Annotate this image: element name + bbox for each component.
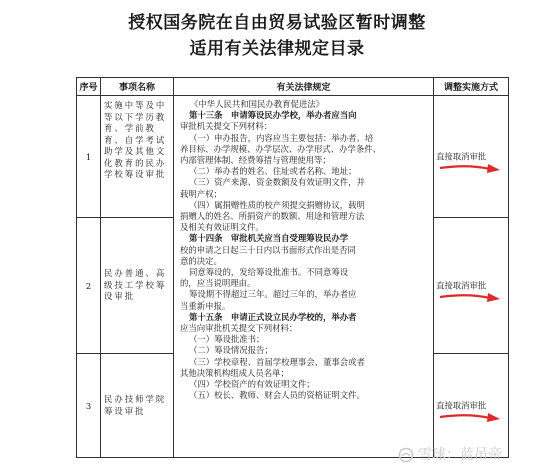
law-line: （二）举办者的姓名、住址或者名称、地址； <box>189 166 357 177</box>
law-line: （三）资产来源、资金数额及有效证明文件，并 <box>189 177 365 188</box>
table-row <box>77 96 509 218</box>
watermark-text: 雪球：蓝吊帝 <box>418 447 502 463</box>
header-adjustment-method: 调整实施方式 <box>434 78 509 96</box>
law-line: 第十五条 申请正式设立民办学校的，举办者 <box>189 311 357 322</box>
action-label: 直接取消审批 <box>436 279 487 290</box>
law-line: 第十三条 申请筹设民办学校，举办者应当向 <box>189 110 357 121</box>
law-line: 应当向审批机关提交下列材料： <box>180 323 298 334</box>
header-law-provisions: 有关法律规定 <box>174 78 434 96</box>
row-item-name: 民办技师学院筹设审批 <box>101 354 174 458</box>
row-index: 3 <box>77 354 101 458</box>
snowball-icon <box>398 447 414 463</box>
law-line: 筹设期不得超过三年。超过三年的，举办者应 <box>189 289 357 300</box>
header-index: 序号 <box>77 78 101 96</box>
row-adjustment-method <box>434 96 509 218</box>
law-line: 同意筹设的，发给筹设批准书。不同意筹设 <box>189 267 349 278</box>
table-header-row <box>77 78 509 96</box>
law-line: 的，应当说明理由。 <box>180 278 256 289</box>
law-line: 审批机关提交下列材料： <box>180 121 273 132</box>
red-arrow-icon <box>438 410 504 424</box>
law-adjustment-table <box>76 77 509 458</box>
row-index: 1 <box>77 96 101 218</box>
action-label: 直接取消审批 <box>436 150 487 161</box>
law-line: 载明产权； <box>180 188 222 199</box>
law-line: （一）筹设批准书； <box>189 334 265 345</box>
red-arrow-icon <box>438 290 504 304</box>
document-title-line1: 授权国务院在自由贸易试验区暂时调整 <box>128 13 426 33</box>
law-line: （五）校长、教师、财会人员的资格证明文件。 <box>189 390 365 401</box>
law-line: 当重新申报。 <box>180 300 231 311</box>
law-line: （一）申办报告，内容应当主要包括：举办者、培 <box>189 132 374 143</box>
law-line: 《中华人民共和国民办教育促进法》 <box>190 99 324 109</box>
law-line: （三）学校章程、首届学校理事会、董事会或者 <box>189 356 365 367</box>
row-item-name: 实施中等及中等以下学历教育、学前教育、自学考试助学及其他文化教育的民办学校筹设审批 <box>101 96 174 218</box>
document-title-line2: 适用有关法律规定目录 <box>189 39 365 59</box>
law-line: 养目标、办学规模、办学层次、办学形式、办学条件、 <box>180 143 381 154</box>
row-item-name: 民办普通、高级技工学校筹设审批 <box>101 218 174 354</box>
law-line: （四）属捐赠性质的校产须提交捐赠协议，载明 <box>189 199 365 210</box>
row-adjustment-method <box>434 218 509 354</box>
row-index: 2 <box>77 218 101 354</box>
law-line: 第十四条 审批机关应当自受理筹设民办学 <box>189 233 349 244</box>
law-line: 捐赠人的姓名、所捐资产的数额、用途和管理方法 <box>180 211 365 222</box>
law-line: 内部管理体制、经费筹措与管理使用等； <box>180 155 331 166</box>
header-item-name: 事项名称 <box>101 78 174 96</box>
law-line: （四）学校资产的有效证明文件； <box>189 379 315 390</box>
watermark <box>398 444 502 464</box>
law-line: 意的决定。 <box>180 255 222 266</box>
law-line: 校的申请之日起三十日内以书面形式作出是否同 <box>180 244 356 255</box>
law-line: 其他决策机构组成人员名单； <box>180 367 289 378</box>
law-line: （二）筹设情况报告； <box>189 345 273 356</box>
law-provisions-cell <box>174 96 434 458</box>
action-label: 直接取消审批 <box>436 399 487 410</box>
law-line: 及相关有效证明文件。 <box>180 222 264 233</box>
red-arrow-icon <box>438 161 504 175</box>
row-adjustment-method <box>434 354 509 458</box>
